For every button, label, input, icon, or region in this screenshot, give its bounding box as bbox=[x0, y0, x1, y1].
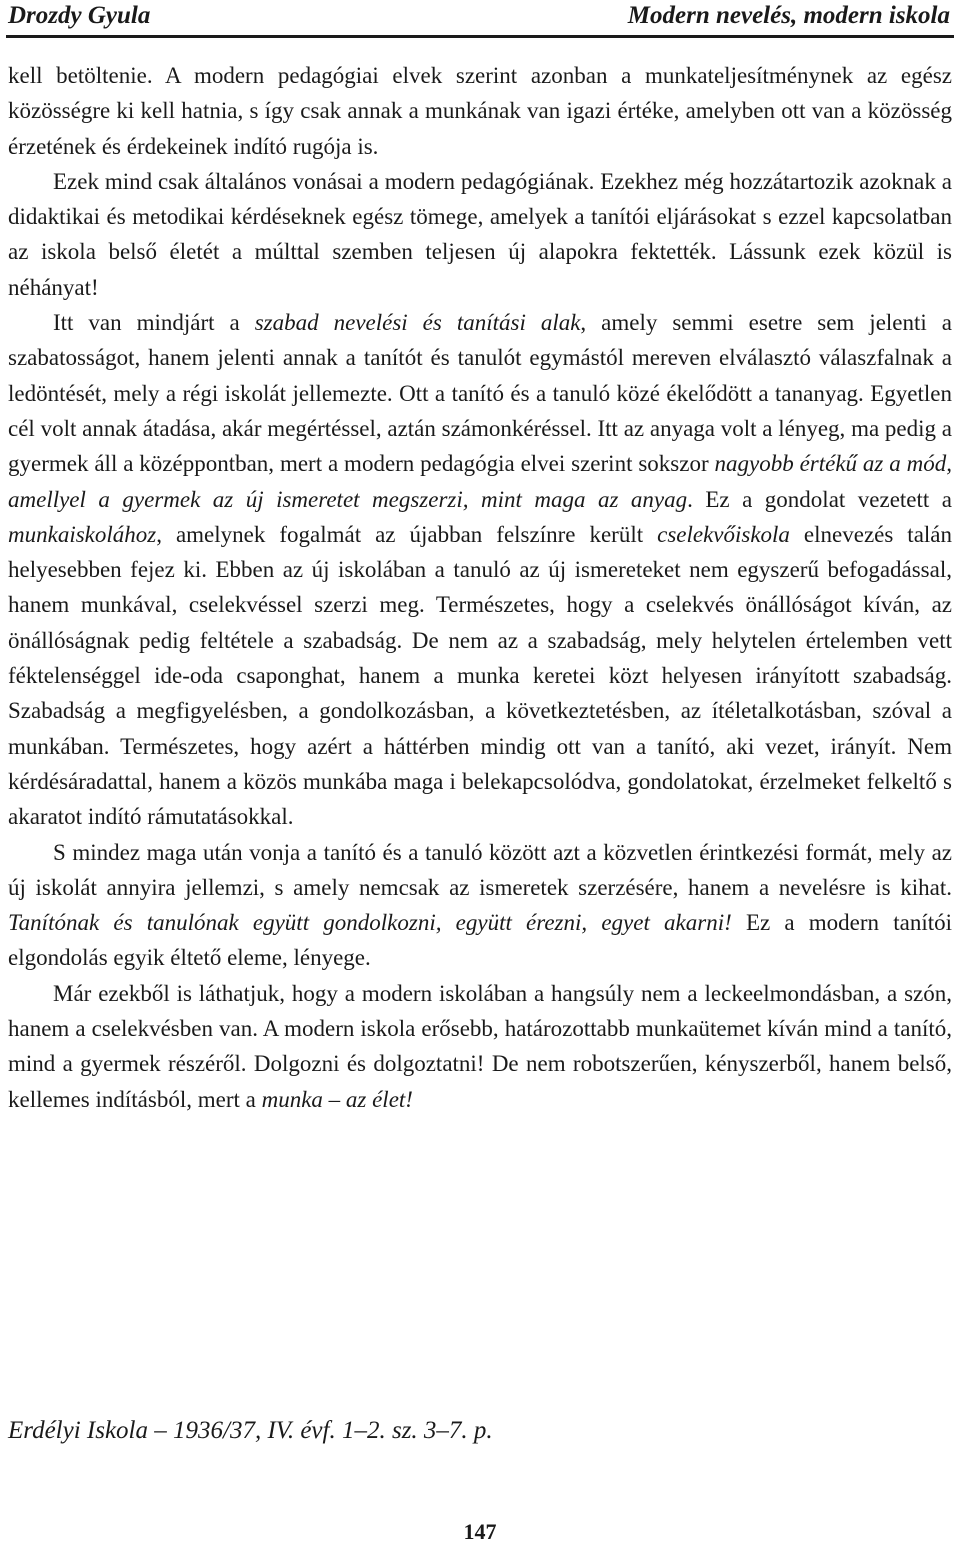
text-segment: , amelynek fogalmát az újabban felszínre került bbox=[156, 521, 658, 547]
text-segment: Itt van mindjárt a bbox=[53, 310, 255, 336]
emphasis-segment: nagyobb értékű az a mód, amellyel a gyermek az új ismeretet megszerzi, mint maga az anyag bbox=[8, 451, 952, 512]
paragraph-1: kell betöltenie. A modern pedagógiai elvek szerint azonban a munkateljesítménynek az egész közösségre ki kell hatnia, s így csak annak a munkának van igazi értéke, amelyben ott van a közösség érzetének és érdekeinek indító rugója is. bbox=[8, 63, 952, 159]
text-segment: Ez a modern tanítói elgondolás egyik éltető eleme, lényege. bbox=[8, 910, 952, 971]
text-segment: Már ezekből is láthatjuk, hogy a modern iskolában a hangsúly nem a leckeelmondásban, a szón, hanem a cselekvésben van. A modern iskola erősebb, határozottabb munkaütemet kíván mind a tanító, mind a gyermek részéről. Dolgozni és dolgoztatni! De nem robotszerűen, kényszerből, hanem belső, kellemes indításból, mert a bbox=[8, 980, 952, 1112]
paragraph-5 bbox=[8, 976, 952, 1117]
paragraph-3 bbox=[8, 305, 952, 834]
emphasis-segment: munka – az élet! bbox=[261, 1086, 413, 1112]
emphasis-segment: szabad nevelési és tanítási alak bbox=[254, 310, 581, 336]
article-body bbox=[8, 58, 952, 1117]
text-segment: elnevezés talán helyesebben fejez ki. Ebben az új iskolában a tanuló az új ismereteket nem egyszerű befogadással, hanem munkával, cselekvéssel szerzi meg. Természetes, hogy a cselekvés önállóságot kíván, az önállóságnak pedig feltétele a szabadság. De nem az a szabadság, mely helytelen értelemben vett féktelenséggel ide-oda csaponghat, hanem a munka keretei közt helyesen irányított szabadság. Szabadság a megfigyelésben, a gondolkozásban, a következtetésben, az ítéletalkotásban, szóval a munkában. Természetes, hogy azért a háttérben mindig ott van a tanító, aki vezet, irányít. Nem kérdésáradattal, hanem a közös munkába maga i belekapcsolódva, gondolatokat, érzelmeket felkeltő s akaratot indító rámutatásokkal. bbox=[8, 521, 952, 830]
text-segment: S mindez maga után vonja a tanító és a tanuló között azt a közvetlen érintkezési formát, mely az új iskolát annyira jellemzi, s amely nemcsak az ismeretek szerzésére, hanem a nevelésre is kihat. bbox=[8, 839, 952, 900]
page-number: 147 bbox=[463, 1519, 497, 1544]
emphasis-segment: Tanítónak és tanulónak együtt gondolkozni, együtt érezni, egyet akarni! bbox=[8, 910, 732, 936]
source-citation: Erdélyi Iskola – 1936/37, IV. évf. 1–2. sz. 3–7. p. bbox=[8, 1417, 493, 1444]
emphasis-segment: munkaiskolához bbox=[8, 521, 157, 547]
paragraph-4 bbox=[8, 835, 952, 976]
emphasis-segment: cselekvőiskola bbox=[657, 521, 790, 547]
text-segment: , amely semmi esetre sem jelenti a szabatosságot, hanem jelenti annak a tanítót és tanulót egymástól mereven elválasztó válaszfalnak a ledöntését, mely a régi iskolát jellemezte. Ott a tanító és a tanuló közé ékelődött a tananyag. Egyetlen cél volt annak átadása, akár megértéssel, aztán számonkéréssel. Itt az anyaga volt a lényeg, ma pedig a gyermek áll a középpontban, mert a modern pedagógia elvei szerint sokszor bbox=[8, 310, 952, 477]
header-divider bbox=[6, 35, 954, 38]
header-title: Modern nevelés, modern iskola bbox=[627, 2, 950, 29]
text-segment: . Ez a gondolat vezetett a bbox=[687, 486, 952, 512]
running-header bbox=[8, 0, 950, 30]
header-author: Drozdy Gyula bbox=[8, 2, 151, 29]
paragraph-2: Ezek mind csak általános vonásai a modern pedagógiának. Ezekhez még hozzátartozik azoknak a didaktikai és metodikai kérdéseknek egész tömege, amelyek a tanítói eljárásokat s ezzel kapcsolatban az iskola belső életét a múlttal szemben teljesen új alapokra fektették. Lássunk ezek közül is néhányat! bbox=[8, 168, 952, 300]
